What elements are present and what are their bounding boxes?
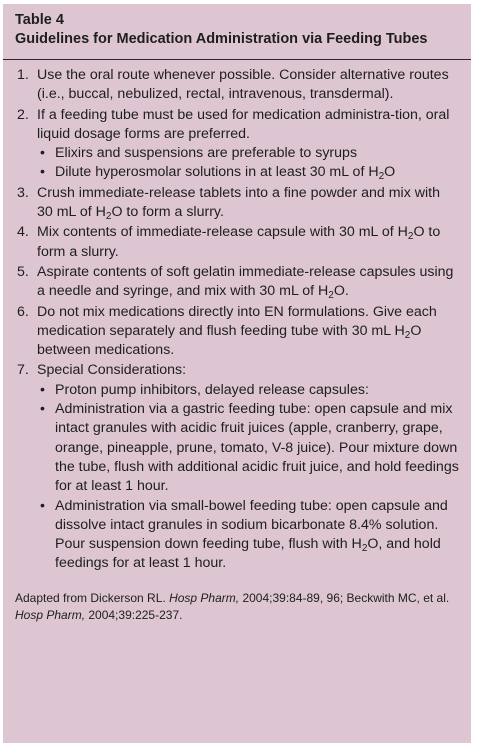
bullet-icon: • <box>40 497 45 514</box>
item-text: Aspirate contents of soft gelatin immediate-release capsules using a needle and syringe, and mix with 30 mL of H <box>37 263 454 300</box>
sub-list <box>37 144 459 183</box>
guideline-list <box>15 66 459 574</box>
sub-item-tail: O <box>384 164 396 181</box>
sub-list-item <box>37 400 459 496</box>
subscript: 2 <box>407 231 414 243</box>
item-number: 1. <box>17 67 29 83</box>
list-item <box>15 223 459 262</box>
item-text-tail: O to form a slurry. <box>37 224 441 260</box>
journal-name: Hosp Pharm, <box>169 590 240 605</box>
subscript: 2 <box>378 171 385 183</box>
sub-item-tail: O, and hold feedings for at least 1 hour. <box>55 536 441 572</box>
sub-item-text: Administration via a gastric feeding tube: open capsule and mix intact granules with acidic fruit juices (apple, cranberry, grape, orange, pineapple, prune, tomato, V-8 juice). Pour mixture down the tube, flush with additional acidic fruit juice, and hold feedings for at least 1 hour. <box>55 401 459 495</box>
item-text: If a feeding tube must be used for medication administra-tion, oral liquid dosage forms are preferred. <box>37 106 450 142</box>
item-number: 6. <box>17 303 29 320</box>
sub-item-text: Administration via small-bowel feeding tube: open capsule and dissolve intact granules in sodium bicarbonate 8.4% solution. Pour suspension down feeding tube, flush with H <box>55 497 448 553</box>
list-item <box>15 263 459 302</box>
list-item <box>15 361 459 573</box>
item-number: 5. <box>17 263 29 280</box>
list-item <box>15 66 459 105</box>
citation-text: 2004;39:225-237. <box>85 607 183 622</box>
item-number: 4. <box>17 224 29 241</box>
sub-item-text: Dilute hyperosmolar solutions in at least 30 mL of H <box>55 164 379 181</box>
citation-text: 2004;39:84-89, 96; Beckwith MC, et al. <box>239 590 450 605</box>
sub-list <box>37 381 459 574</box>
sub-list-item <box>37 144 459 163</box>
table-title: Guidelines for Medication Administration via Feeding Tubes <box>15 31 428 47</box>
title-divider <box>3 59 471 60</box>
subscript: 2 <box>404 329 411 341</box>
bullet-icon: • <box>40 381 45 398</box>
bullet-icon: • <box>40 164 45 181</box>
table-label: Table 4 <box>15 12 64 28</box>
sub-list-item <box>37 163 459 182</box>
list-item <box>15 106 459 183</box>
item-text-tail: O. <box>333 283 349 300</box>
journal-name: Hosp Pharm, <box>15 607 86 622</box>
list-item <box>15 184 459 223</box>
list-item <box>15 303 459 361</box>
item-number: 2. <box>17 106 29 123</box>
subscript: 2 <box>361 543 368 555</box>
item-text: Crush immediate-release tablets into a fine powder and mix with 30 mL of H <box>37 184 440 221</box>
citation-text: Adapted from Dickerson RL. <box>15 590 170 605</box>
bullet-icon: • <box>40 145 45 162</box>
item-text: Special Considerations: <box>37 362 187 379</box>
table-box <box>3 4 471 743</box>
item-text: Do not mix medications directly into EN formulations. Give each medication separately and flush feeding tube with 30 mL H <box>37 303 437 339</box>
item-text: Mix contents of immediate-release capsule with 30 mL of H <box>37 224 408 241</box>
citation-footer <box>15 590 459 624</box>
subscript: 2 <box>328 290 334 302</box>
subscript: 2 <box>105 211 112 223</box>
item-number: 7. <box>17 362 29 379</box>
item-text-tail: O to form a slurry. <box>111 204 224 221</box>
sub-item-text: Proton pump inhibitors, delayed release capsules: <box>55 381 369 398</box>
item-text: Use the oral route whenever possible. Consider alternative routes (i.e., buccal, nebulized, rectal, intravenous, transdermal). <box>37 67 449 103</box>
bullet-icon: • <box>40 401 45 418</box>
item-number: 3. <box>17 184 29 201</box>
item-text-tail: O between medications. <box>37 322 422 359</box>
sub-list-item <box>37 381 459 400</box>
sub-item-text: Elixirs and suspensions are preferable to syrups <box>55 145 358 162</box>
sub-list-item <box>37 497 459 574</box>
